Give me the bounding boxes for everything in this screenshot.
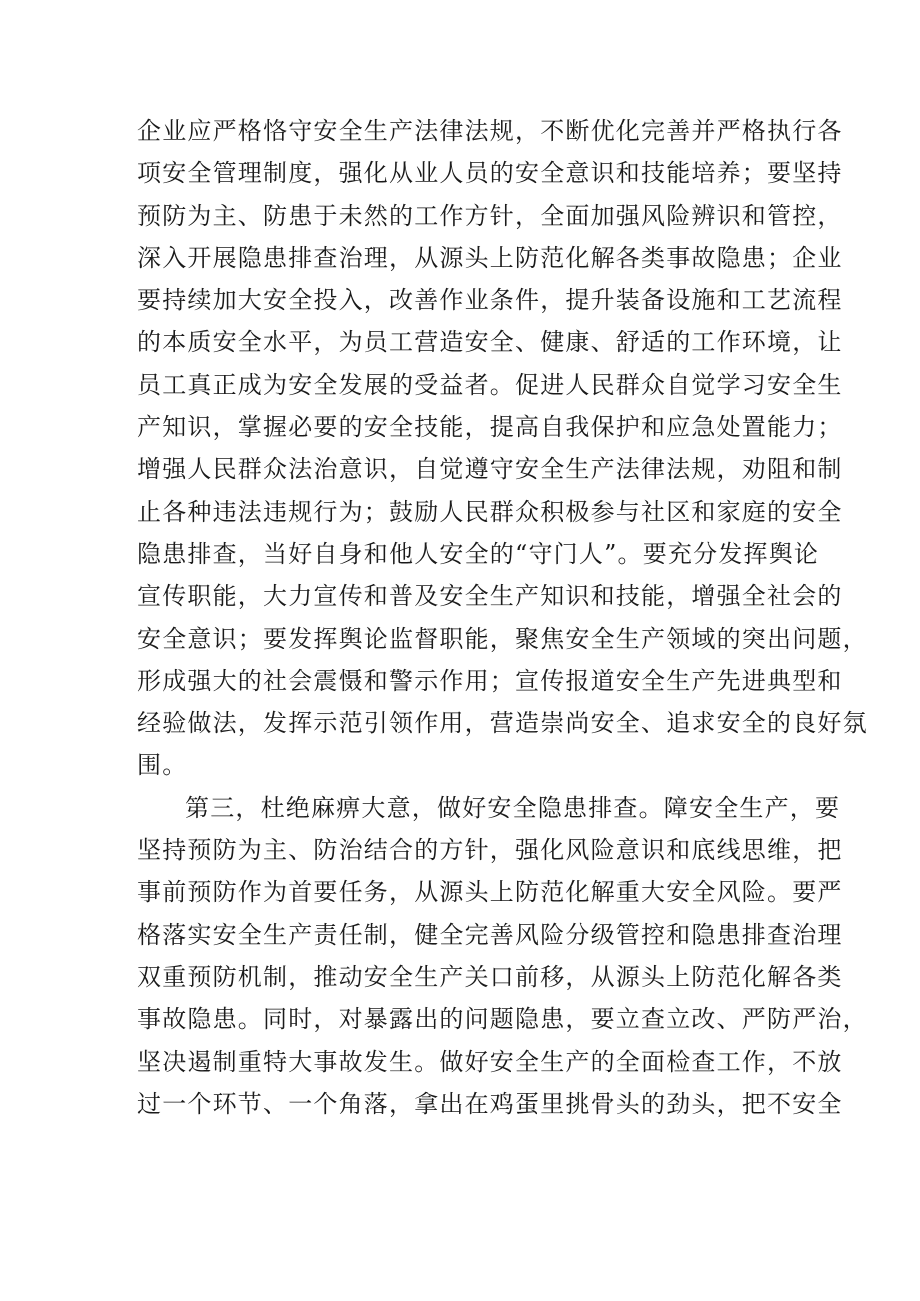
text-line: 坚决遏制重特大事故发生。做好安全生产的全面检查工作，不放 [137, 1047, 843, 1076]
text-line: 形成强大的社会震慑和警示作用；宣传报道安全生产先进典型和 [137, 666, 843, 695]
text-line: 第三，杜绝麻痹大意，做好安全隐患排查。障安全生产，要 [185, 793, 841, 822]
text-line: 项安全管理制度，强化从业人员的安全意识和技能培养；要坚持 [137, 159, 843, 188]
text-line: 深入开展隐患排查治理，从源头上防范化解各类事故隐患；企业 [137, 243, 843, 272]
text-line: 安全意识；要发挥舆论监督职能，聚焦安全生产领域的突出问题， [137, 624, 868, 653]
text-line: 的本质安全水平，为员工营造安全、健康、舒适的工作环境，让 [137, 328, 843, 357]
text-line: 双重预防机制，推动安全生产关口前移，从源头上防范化解各类 [137, 962, 843, 991]
text-line: 企业应严格恪守安全生产法律法规，不断优化完善并严格执行各 [137, 117, 843, 145]
body-text [137, 110, 868, 1125]
text-line: 产知识，掌握必要的安全技能，提高自我保护和应急处置能力； [137, 413, 843, 442]
text-line: 围。 [137, 751, 188, 780]
text-line: 经验做法，发挥示范引领作用，营造崇尚安全、追求安全的良好氛 [137, 709, 868, 738]
text-line: 事前预防作为首要任务，从源头上防范化解重大安全风险。要严 [137, 878, 843, 907]
text-line: 过一个环节、一个角落，拿出在鸡蛋里挑骨头的劲头，把不安全 [137, 1089, 843, 1118]
text-line: 要持续加大安全投入，改善作业条件，提升装备设施和工艺流程 [137, 286, 843, 315]
text-line: 宣传职能，大力宣传和普及安全生产知识和技能，增强全社会的 [137, 582, 843, 611]
paragraph-2 [137, 787, 868, 1125]
text-line: 增强人民群众法治意识，自觉遵守安全生产法律法规，劝阻和制 [137, 455, 843, 484]
text-line: 事故隐患。同时，对暴露出的问题隐患，要立查立改、严防严治， [137, 1005, 868, 1034]
text-line: 隐患排查，当好自身和他人安全的“守门人”。要充分发挥舆论 [137, 539, 820, 568]
text-line: 员工真正成为安全发展的受益者。促进人民群众自觉学习安全生 [137, 370, 843, 399]
text-line: 坚持预防为主、防治结合的方针，强化风险意识和底线思维，把 [137, 836, 843, 865]
text-line: 格落实安全生产责任制，健全完善风险分级管控和隐患排查治理 [137, 920, 843, 949]
text-line: 止各种违法违规行为；鼓励人民群众积极参与社区和家庭的安全 [137, 497, 843, 526]
text-line: 预防为主、防患于未然的工作方针，全面加强风险辨识和管控， [137, 201, 843, 230]
paragraph-1 [137, 110, 868, 787]
